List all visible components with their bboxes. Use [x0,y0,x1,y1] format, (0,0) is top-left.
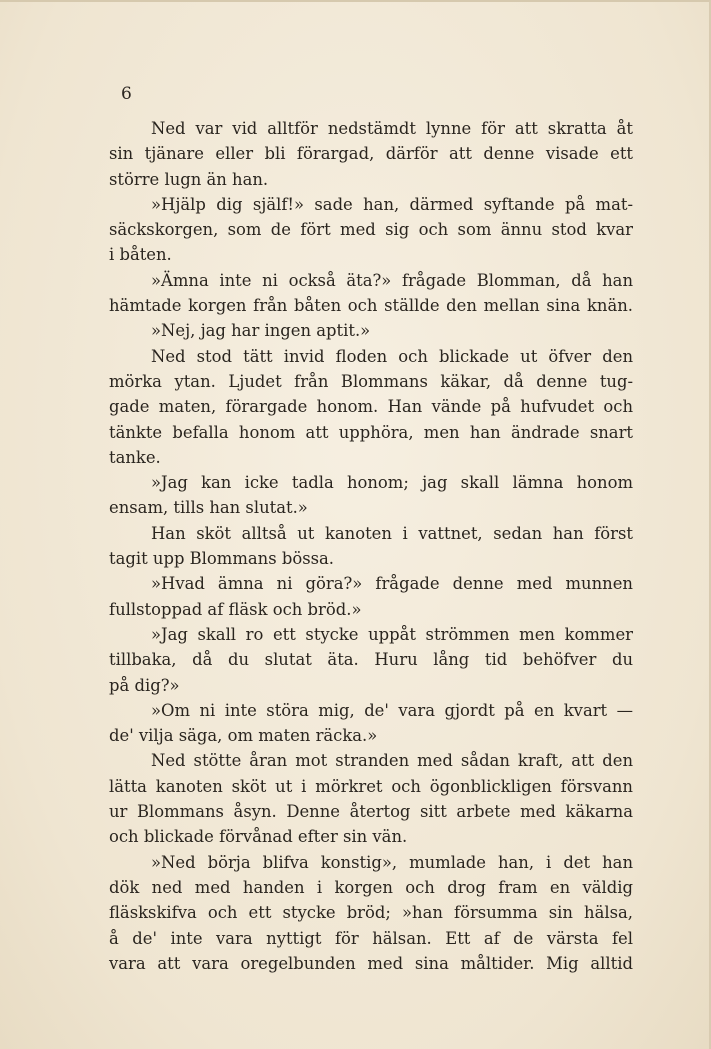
text-line: vara att vara oregelbunden med sina måltider. Mig alltid [109,953,633,973]
text-line: »Ned börja blifva konstig», mumlade han, i det han [151,852,633,872]
text-line: i båten. [109,245,172,265]
text-line: och blickade förvånad efter sin vän. [109,827,408,847]
text-line: de' vilja säga, om maten räcka.» [109,726,378,746]
text-line: tillbaka, då du slutat äta. Huru lång tid behöfver du [109,650,633,670]
text-line: »Jag skall ro ett stycke uppåt strömmen men kommer [151,624,633,644]
text-line: mörka ytan. Ljudet från Blommans käkar, då denne tug- [109,371,633,391]
text-line: lätta kanoten sköt ut i mörkret och ögonblickligen försvann [109,776,633,796]
text-line: gade maten, förargade honom. Han vände på hufvudet och [109,397,633,417]
text-line: »Hvad ämna ni göra?» frågade denne med munnen [151,574,633,594]
text-line: dök ned med handen i korgen och drog fram en väldig [109,877,633,897]
text-line: Ned stötte åran mot stranden med sådan kraft, att den [151,751,633,771]
text-line: på dig?» [109,675,180,695]
page-number: 6 [121,84,132,104]
text-line: hämtade korgen från båten och ställde den mellan sina knän. [109,296,633,316]
text-line: ur Blommans åsyn. Denne återtog sitt arbete med käkarna [109,802,633,822]
text-line: Ned stod tätt invid floden och blickade ut öfver den [151,346,633,366]
text-line: tagit upp Blommans bössa. [109,549,334,569]
text-line: »Om ni inte störa mig, de' vara gjordt på en kvart — [151,700,633,720]
text-line: fullstoppad af fläsk och bröd.» [109,599,362,619]
text-line: »Nej, jag har ingen aptit.» [151,321,371,341]
text-line: tänkte befalla honom att upphöra, men han ändrade snart [109,422,633,442]
text-line: tanke. [109,447,161,467]
text-line: sin tjänare eller bli förargad, därför att denne visade ett [109,144,633,164]
text-line: »Ämna inte ni också äta?» frågade Blomman, då han [151,270,633,290]
text-line: »Jag kan icke tadla honom; jag skall lämna honom [151,473,633,493]
text-line: Han sköt alltså ut kanoten i vattnet, sedan han först [151,523,633,543]
text-line: å de' inte vara nyttigt för hälsan. Ett af de värsta fel [109,928,633,948]
text-line: Ned var vid alltför nedstämdt lynne för att skratta åt [151,119,633,138]
text-line: säckskorgen, som de fört med sig och som ännu stod kvar [109,220,633,240]
text-line: fläskskifva och ett stycke bröd; »han försumma sin hälsa, [109,903,633,923]
text-line: ensam, tills han slutat.» [109,498,308,518]
body-text [109,116,633,976]
text-line: »Hjälp dig själf!» sade han, därmed syftande på mat- [151,194,633,214]
text-line: större lugn än han. [109,169,269,189]
